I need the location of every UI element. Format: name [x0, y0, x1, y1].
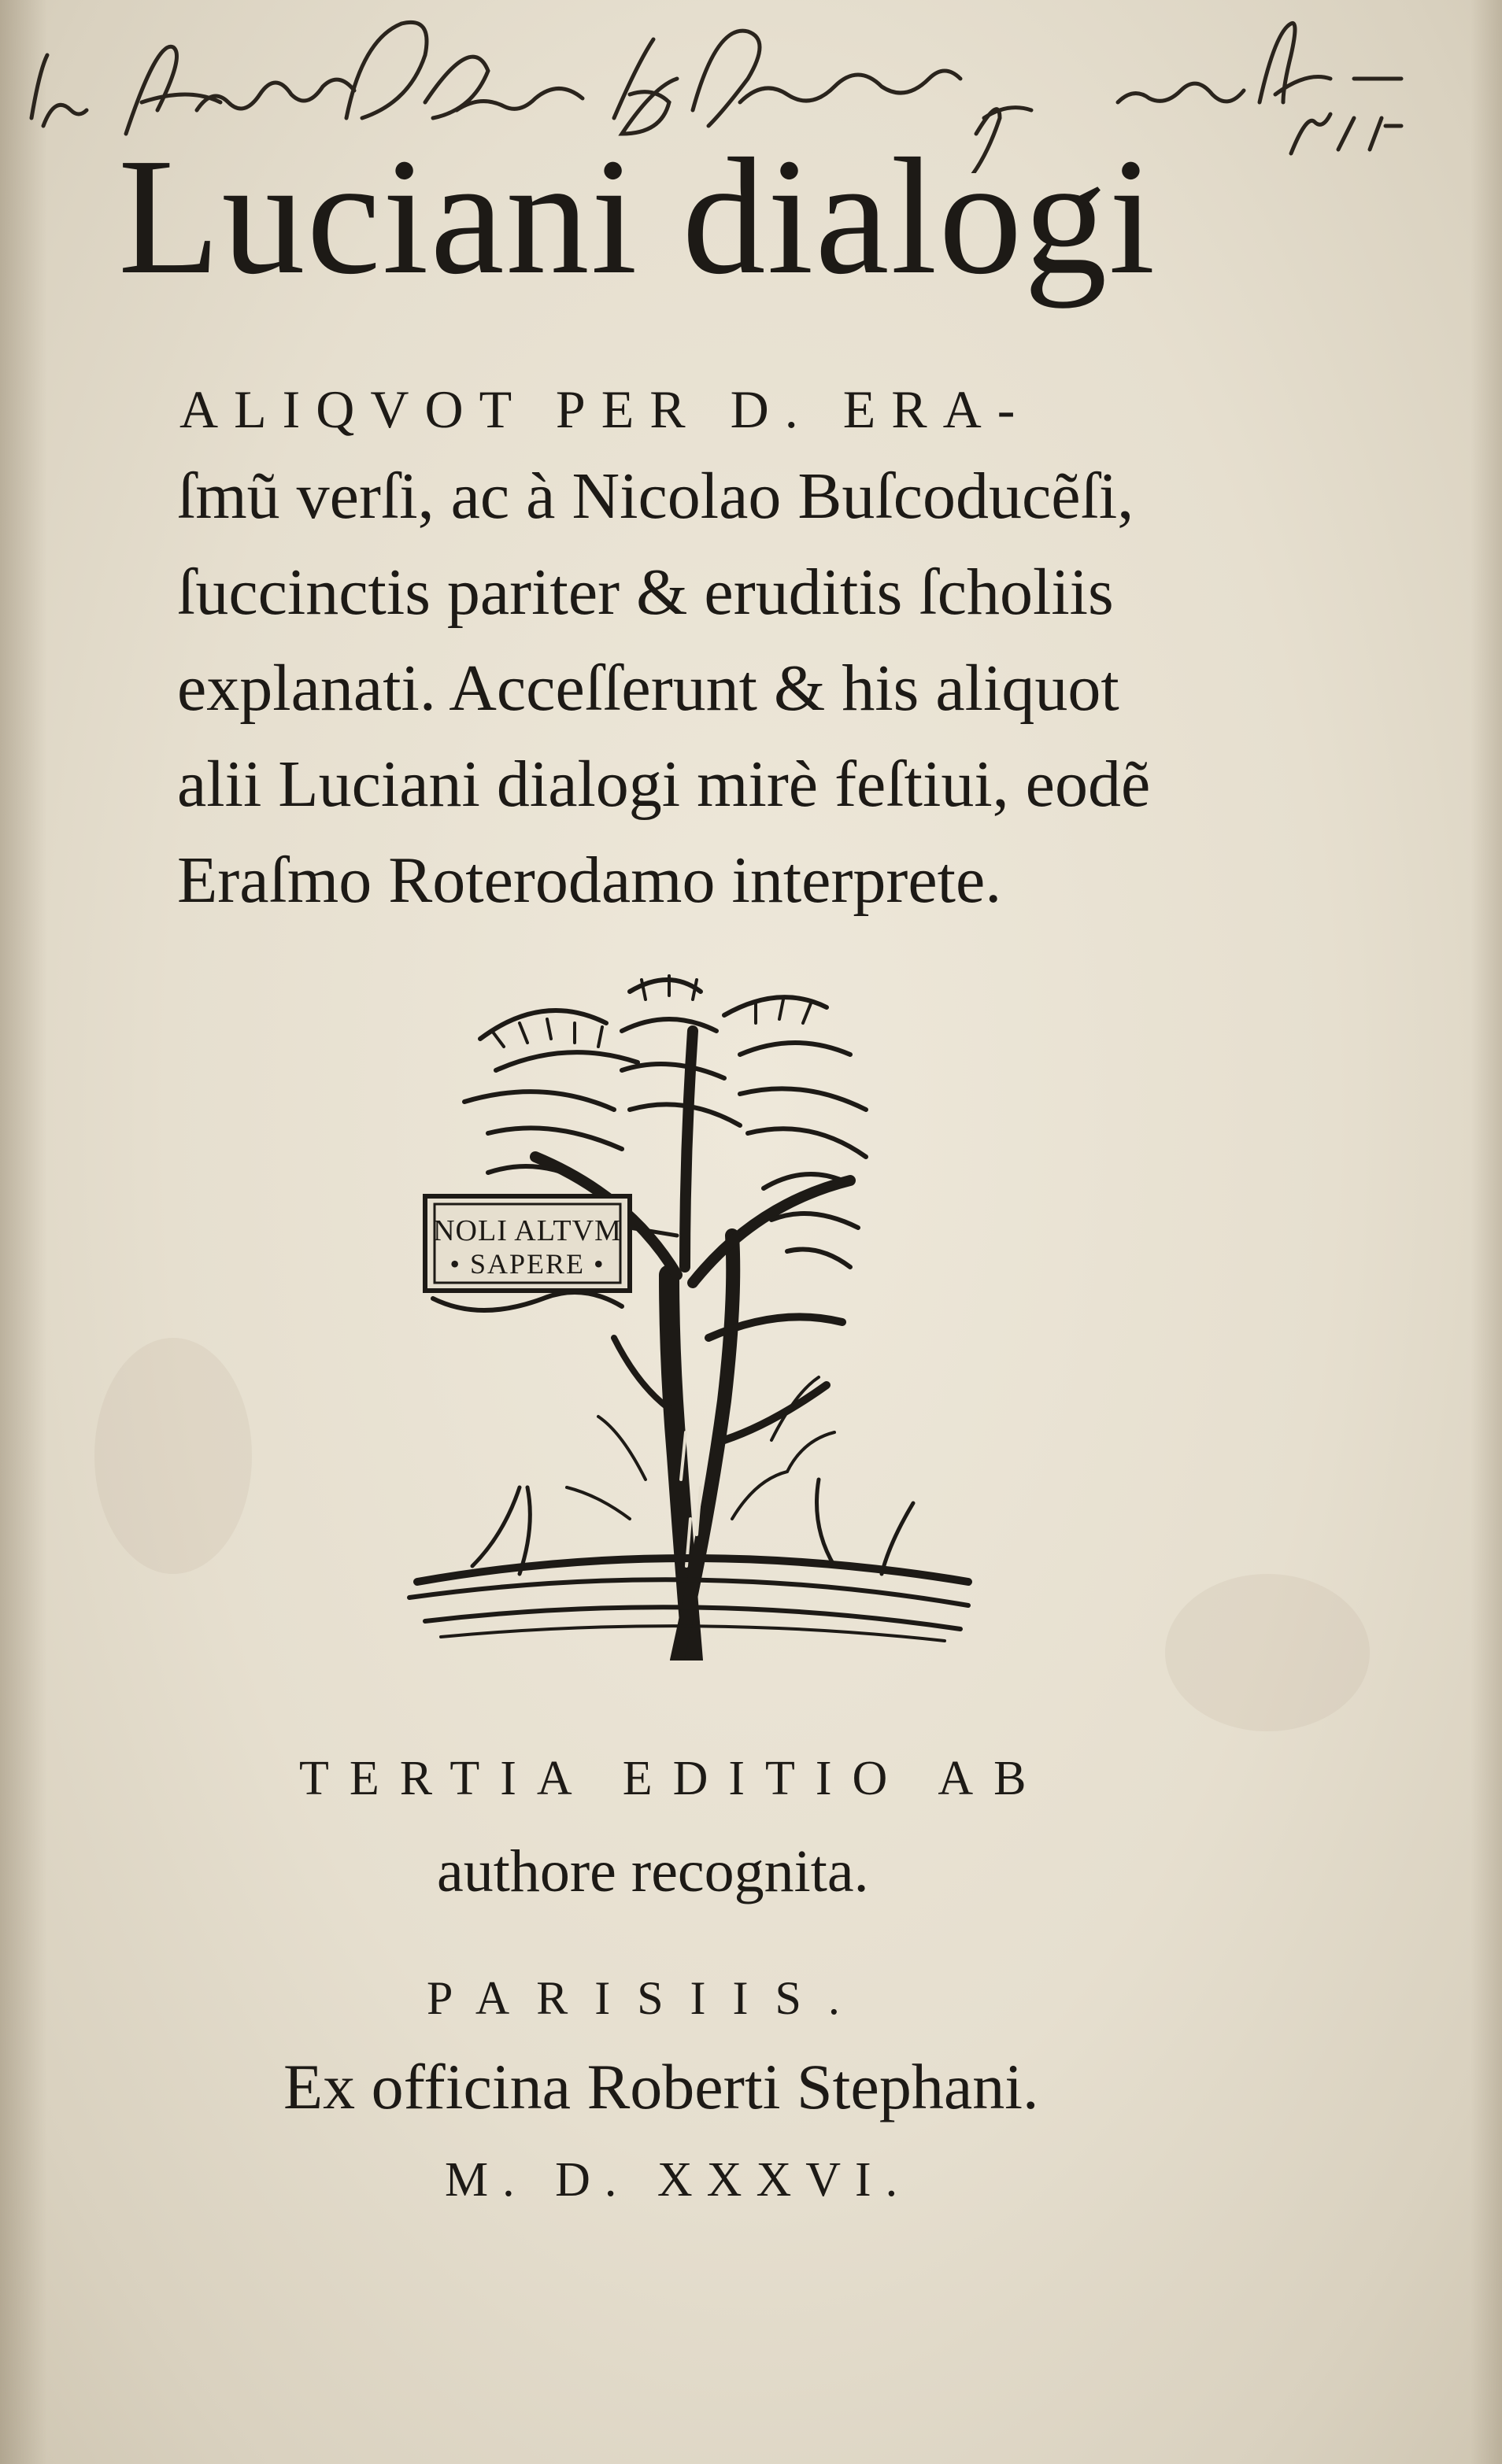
page-title: Luciani dialogi — [118, 124, 1157, 308]
edition-statement: authore recognita. — [437, 1838, 869, 1904]
edition-statement-caps: TERTIA EDITIO AB — [299, 1752, 1047, 1805]
printers-device-tree — [394, 968, 976, 1661]
olive-tree-woodcut — [394, 968, 976, 1661]
description-line-1: ſmũ verſi, ac à Nicolao Buſcoducẽſi, — [177, 460, 1134, 533]
imprint-printer: Ex officina Roberti Stephani. — [283, 2051, 1039, 2122]
motto-line-2: • SAPERE • — [449, 1248, 605, 1280]
imprint-place: PARISIIS. — [427, 1972, 867, 2024]
title-description — [177, 449, 1232, 929]
motto-line-1: NOLI ALTVM — [433, 1214, 622, 1247]
page-left-edge — [0, 0, 47, 2464]
subtitle-caps: ALIQVOT PER D. ERA- — [179, 379, 1031, 439]
imprint-date: M. D. XXXVI. — [445, 2153, 912, 2207]
page-right-edge — [1471, 0, 1502, 2464]
description-line-2: ſuccinctis pariter & eruditis ſcholiis — [177, 556, 1114, 629]
paper-stain — [1165, 1574, 1370, 1731]
description-line-4: alii Luciani dialogi mirè feſtiui, eodẽ — [177, 748, 1151, 821]
description-line-5: Eraſmo Roterodamo interprete. — [177, 844, 1002, 917]
paper-stain — [94, 1338, 252, 1574]
description-line-3: explanati. Acceſſerunt & his aliquot — [177, 652, 1119, 725]
